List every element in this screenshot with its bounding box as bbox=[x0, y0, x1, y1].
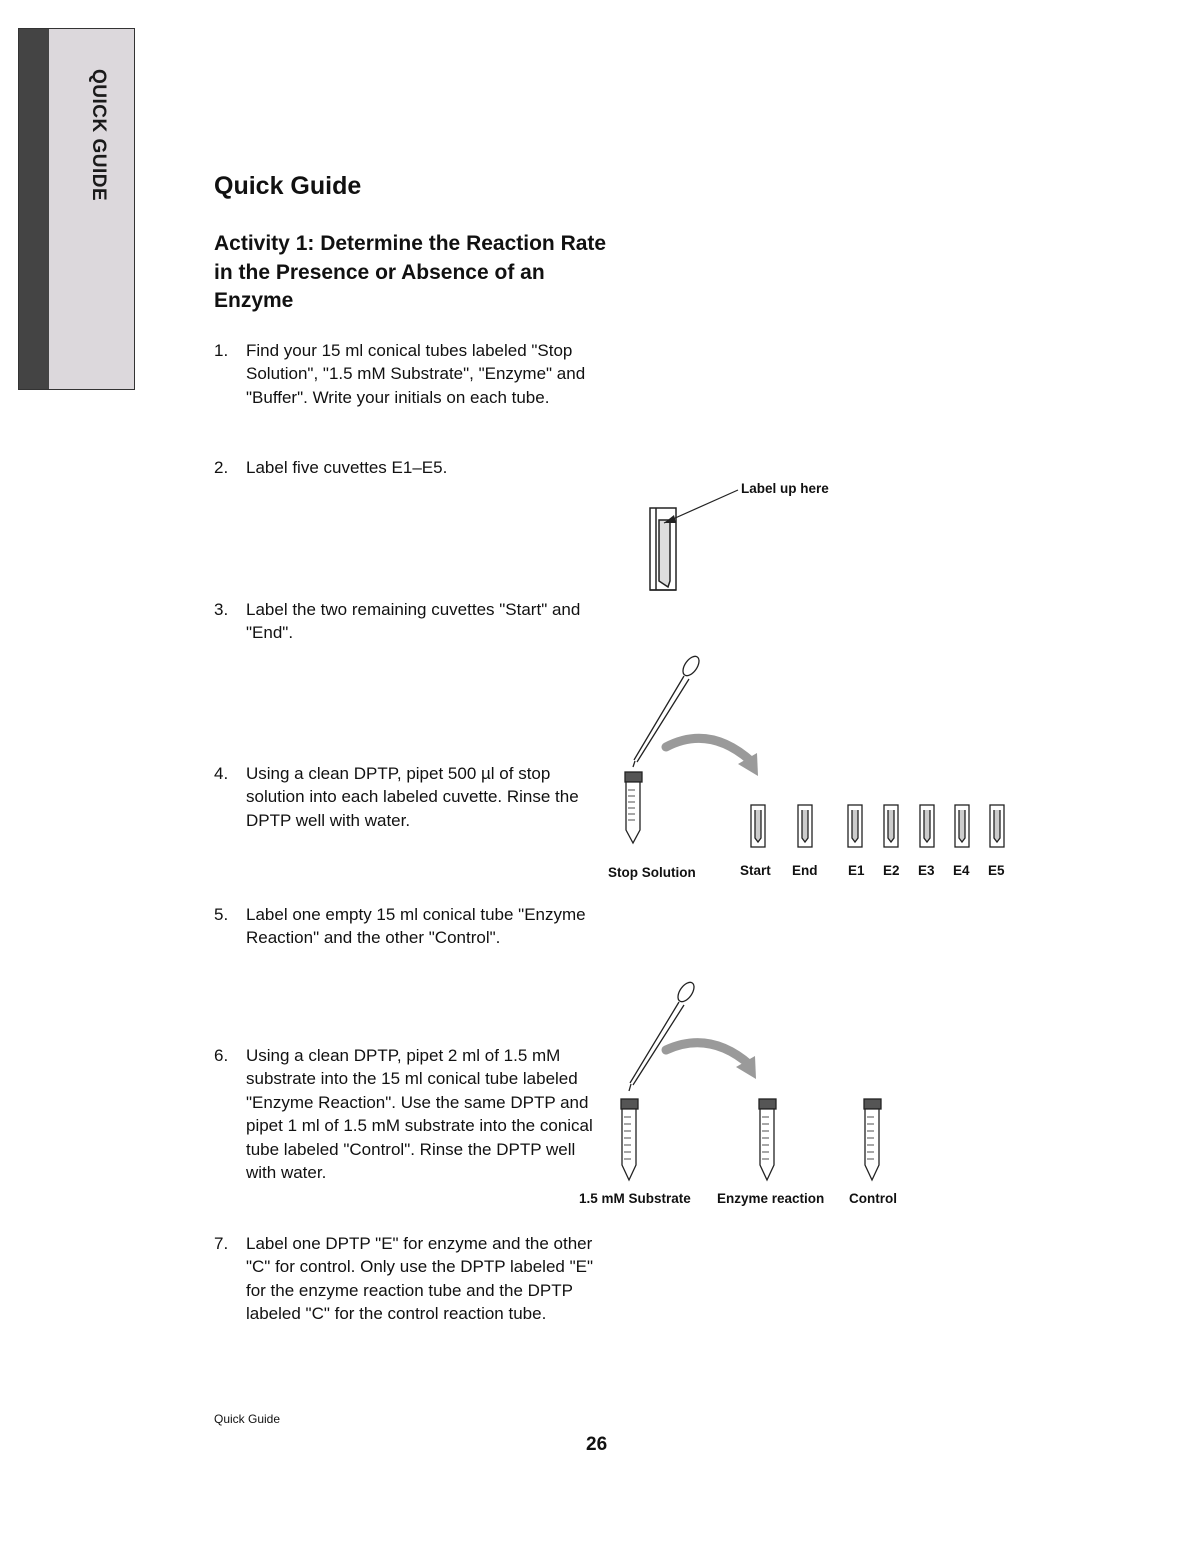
cuvette-end bbox=[798, 805, 812, 847]
step-text: Label five cuvettes E1–E5. bbox=[246, 458, 448, 477]
cuvette-caption-e1: E1 bbox=[848, 863, 865, 878]
cuvette-caption-end: End bbox=[792, 863, 818, 878]
activity-heading: Activity 1: Determine the Reaction Rate in the Presence or Absence of an Enzyme bbox=[214, 232, 607, 312]
step-6 bbox=[214, 1044, 599, 1184]
conical-tube-enzyme-reaction bbox=[759, 1099, 776, 1180]
step-text: Find your 15 ml conical tubes labeled "Stop Solution", "1.5 mM Substrate", "Enzyme" and "Buffer". Write your initials on each tube. bbox=[246, 341, 586, 407]
tube-caption-enzyme-reaction: Enzyme reaction bbox=[717, 1191, 825, 1206]
cuvette-caption-e3: E3 bbox=[918, 863, 935, 878]
cuvette-caption-e2: E2 bbox=[883, 863, 900, 878]
cuvette-e2 bbox=[884, 805, 898, 847]
step-text: Using a clean DPTP, pipet 500 µl of stop solution into each labeled cuvette. Rinse the DPTP well with water. bbox=[246, 764, 579, 830]
cuvette-caption-e5: E5 bbox=[988, 863, 1005, 878]
stop-solution-figure bbox=[600, 650, 1030, 850]
conical-tube-stop-solution bbox=[625, 772, 642, 843]
page-number: 26 bbox=[586, 1434, 608, 1455]
step-2 bbox=[214, 456, 599, 479]
step-number: 7. bbox=[214, 1234, 229, 1253]
step-text: Label one DPTP "E" for enzyme and the other "C" for control. Only use the DPTP labeled "E" for the enzyme reaction tube and the DPTP labeled "C" for the control reaction tube. bbox=[246, 1234, 593, 1324]
side-tab-label: QUICK GUIDE bbox=[88, 69, 109, 202]
side-tab-bar bbox=[19, 29, 49, 389]
stop-solution-caption: Stop Solution bbox=[608, 865, 696, 880]
substrate-figure bbox=[600, 975, 910, 1190]
cuvette-label-caption: Label up here bbox=[741, 481, 829, 496]
step-number: 1. bbox=[214, 341, 229, 360]
tube-caption-substrate: 1.5 mM Substrate bbox=[579, 1191, 691, 1206]
page-title: Quick Guide bbox=[214, 172, 362, 200]
conical-tube-control bbox=[864, 1099, 881, 1180]
cuvette-caption-start: Start bbox=[740, 863, 771, 878]
step-7 bbox=[214, 1232, 599, 1326]
cuvette-e3 bbox=[920, 805, 934, 847]
transfer-arrow-icon bbox=[666, 738, 752, 762]
step-text: Label one empty 15 ml conical tube "Enzyme Reaction" and the other "Control". bbox=[246, 905, 586, 948]
side-tab bbox=[18, 28, 135, 390]
step-number: 4. bbox=[214, 764, 229, 783]
cuvette-caption-e4: E4 bbox=[953, 863, 970, 878]
cuvette-e4 bbox=[955, 805, 969, 847]
step-5 bbox=[214, 903, 599, 950]
cuvette-e1 bbox=[848, 805, 862, 847]
step-number: 3. bbox=[214, 600, 229, 619]
cuvette-start bbox=[751, 805, 765, 847]
step-1 bbox=[214, 339, 599, 409]
cuvette-e5 bbox=[990, 805, 1004, 847]
step-text: Label the two remaining cuvettes "Start" and "End". bbox=[246, 600, 581, 643]
pipet-illustration bbox=[629, 980, 697, 1091]
label-pointer-line bbox=[664, 490, 738, 523]
conical-tube-substrate bbox=[621, 1099, 638, 1180]
step-number: 6. bbox=[214, 1046, 229, 1065]
transfer-arrow-icon bbox=[666, 1043, 750, 1065]
tube-caption-control: Control bbox=[849, 1191, 897, 1206]
step-3 bbox=[214, 598, 599, 645]
step-number: 5. bbox=[214, 905, 229, 924]
footer-label: Quick Guide bbox=[214, 1412, 281, 1426]
step-number: 2. bbox=[214, 458, 229, 477]
step-4 bbox=[214, 762, 599, 832]
step-text: Using a clean DPTP, pipet 2 ml of 1.5 mM substrate into the 15 ml conical tube labeled "Enzyme Reaction". Use the same DPTP and pipet 1 ml of 1.5 mM substrate into the conical tube labeled "Control". Rinse the DPTP well with water. bbox=[246, 1046, 593, 1183]
